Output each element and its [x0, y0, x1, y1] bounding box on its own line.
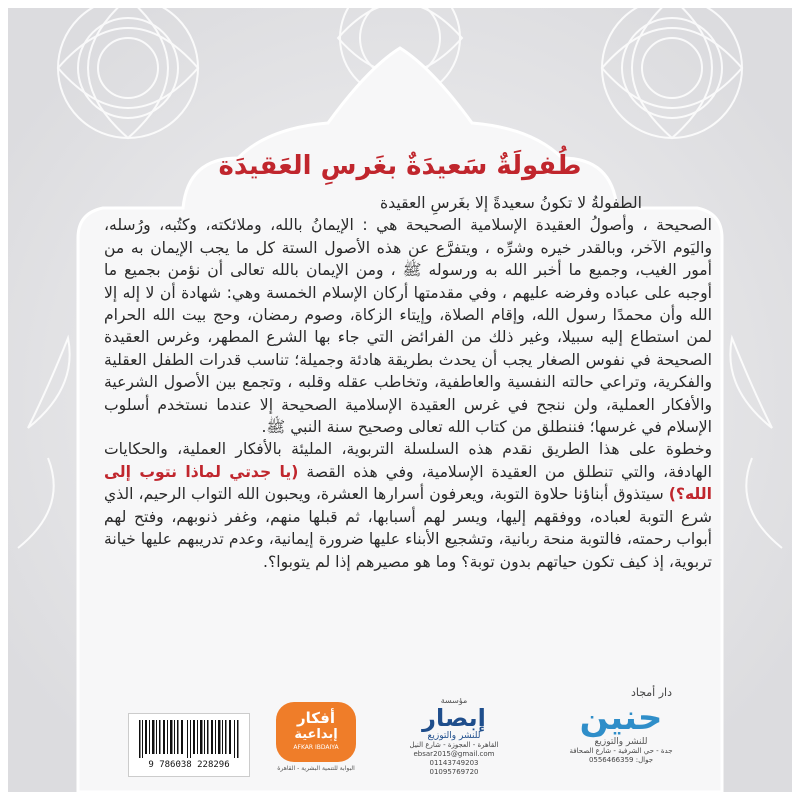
- ibsar-publisher-logo: [404, 696, 504, 776]
- blurb-closing: [104, 438, 712, 572]
- hanin-imprint: دار أمجاد: [630, 686, 672, 699]
- hanin-contact-line: جوال: 0556466359: [588, 756, 654, 764]
- ibsar-contact-line: القاهرة - العجوزة - شارع النيل: [409, 741, 499, 749]
- isbn-barcode: [128, 713, 250, 777]
- isbn-number: 9 786038 228296: [148, 760, 230, 770]
- hanin-publisher-logo: [556, 686, 686, 782]
- ibsar-contact-line: ebsar2015@gmail.com: [413, 750, 495, 758]
- afkar-subtitle: البوابة للتنمية البشرية - القاهرة: [277, 765, 355, 772]
- blurb-paragraph: الطفولةُ لا تكونُ سعيدةً إلا بغَرسِ العقيدة: [380, 194, 642, 212]
- book-back-cover: [8, 8, 792, 792]
- ibsar-tagline: للنشر والتوزيع: [427, 731, 481, 741]
- barcode-icon: [137, 720, 241, 758]
- hanin-tagline: للنشر والتوزيع: [594, 737, 648, 747]
- blurb-paragraph: الصحيحة ، وأصولُ العقيدة الإسلامية الصحيحة هي : الإيمانُ بالله، وملائكته، وكتُبه، ورُسله، واليَوم الآخر، وبالقدر خيره وشرِّه ، ويتفرَّع عن هذه الأصول الستة كل ما يجب الإيمان به من أمور الغيب، وجميع ما أخبر الله به ورسوله ﷺ ، ومن الإيمان بالله تعالى أن نؤمن بجميع ما أوجبه على عباده وفرضه عليهم ، وفي مقدمتها أركان الإسلام الخمسة وهي: شهادة أن لا إله إلا الله وأن محمدًا رسول الله، وإقام الصلاة، وإيتاء الزكاة، وصوم رمضان، وحج بيت الله الحرام لمن استطاع إليه سبيلا، وغير ذلك من الفرائض التي جاء بها الشرع المطهر، وغرس العقيدة الصحيحة في نفوس الصغار يجب أن يحدث بطريقة هادئة وجميلة؛ تناسب قدرات الطفل العقلية والفكرية، وتراعي حالته النفسية والعاطفية، وتخاطب عقله وقلبه ، وتجمع بين الأصول الشرعية والأفكار العملية، ولن ننجح في غرس العقيدة الإسلامية الصحيحة إلا عندما نستخدم أسلوب الإسلام في غرسها؛ فننطلق من كتاب الله تعالى وصحيح سنة النبي ﷺ.: [104, 216, 712, 437]
- ibsar-name: إبصار: [422, 704, 486, 732]
- afkar-logo-line2: إبداعية: [294, 727, 338, 742]
- hanin-contact-line: جدة - حي الشرفية - شارع الصحافة: [569, 747, 673, 755]
- afkar-publisher-logo: [276, 702, 356, 762]
- ibsar-contact-line: 01095769720: [429, 768, 479, 776]
- ibsar-top-label: مؤسسة: [440, 696, 468, 705]
- afkar-logo-line3: AFKAR IBDAIYA: [293, 744, 339, 751]
- ibsar-contact-line: 01143749203: [429, 759, 479, 767]
- hanin-name: حنين: [579, 698, 663, 738]
- closing-text: وخطوة على هذا الطريق نقدم هذه السلسلة التربوية، المليئة بالأفكار العملية، والحكايات الهادفة، والتي تنطلق من العقيدة الإسلامية، وفي هذه القصة: [104, 440, 712, 481]
- blurb-text: [104, 192, 712, 573]
- closing-text: سيتذوق أبناؤنا حلاوة التوبة، ويعرفون أسرارها العشرة، ويحبون الله التواب الرحيم، الذي شرع التوبة لعباده، ووفقهم إليها، ويسر لهم أسبابها، ثم قبلها منهم، وغفر ذنوبهم، وفتح لهم أبواب رحمته، فالتوبة منحة ربانية، وتشجيع الأبناء عليها ضرورة إيمانية، وعدم تدريبهم عليها خيانة تربوية، إذ كيف تكون حياتهم بدون توبة؟ وما هو مصيرهم إذا لم يتوبوا؟.: [104, 485, 712, 571]
- book-title: طُفولَةٌ سَعيدَةٌ بغَرسِ العَقيدَة: [218, 151, 582, 181]
- book-title-highlight: (يا جدتي لماذا نتوب إلى الله؟): [104, 462, 712, 504]
- afkar-logo-line1: أفكار: [297, 709, 335, 727]
